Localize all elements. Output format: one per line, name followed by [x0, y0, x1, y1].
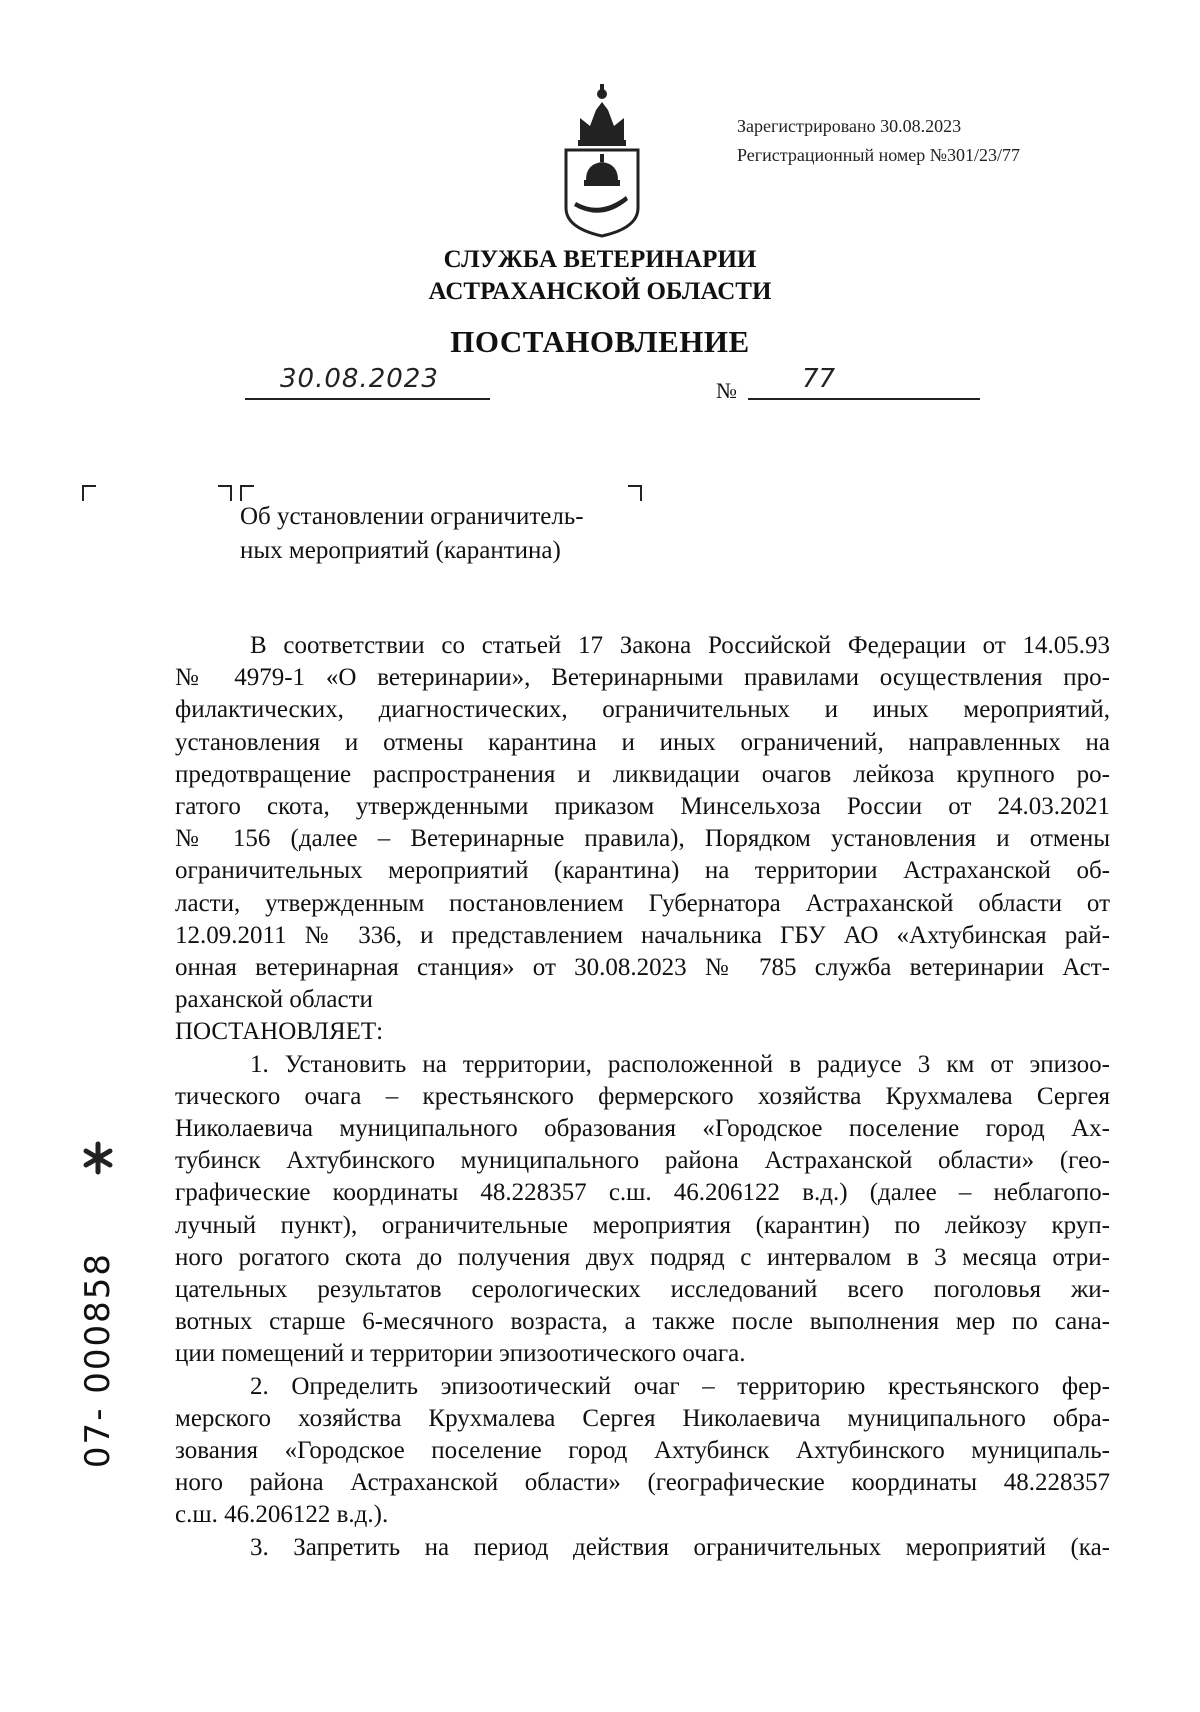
body-line: цательных результатов серологических исследований всего поголовья жи- — [175, 1276, 1110, 1304]
body-line: 2. Определить эпизоотический очаг – территорию крестьянского фер- — [250, 1372, 1110, 1400]
subject-line: ных мероприятий (карантина) — [240, 537, 561, 564]
body-line: предотвращение распространения и ликвидации очагов лейкоза крупного ро- — [175, 760, 1110, 788]
body-line: ции помещений и территории эпизоотического очага. — [175, 1340, 746, 1368]
body-line: установления и отмены карантина и иных ограничений, направленных на — [175, 728, 1110, 756]
document-number: 77 — [802, 364, 836, 394]
side-serial-number — [78, 1250, 118, 1470]
body-line: ного района Астраханской области» (географические координаты 48.228357 — [175, 1469, 1110, 1497]
body-line: 12.09.2011 № 336, и представлением начальника ГБУ АО «Ахтубинская рай- — [175, 921, 1110, 949]
body-line: с.ш. 46.206122 в.д.). — [175, 1501, 389, 1529]
item-2 — [175, 1371, 1110, 1532]
number-label: № — [716, 378, 737, 403]
body-line: гатого скота, утвержденными приказом Минсельхоза России от 24.03.2021 — [175, 793, 1110, 821]
body-line: № 4979-1 «О ветеринарии», Ветеринарными правилами осуществления про- — [175, 664, 1110, 692]
corner-mark-left — [82, 485, 96, 501]
side-serial-text: 07- 000858 — [78, 1251, 118, 1469]
asterisk-icon — [80, 1140, 116, 1176]
document-date: 30.08.2023 — [280, 364, 439, 394]
body-line: онная ветеринарная станция» от 30.08.2023 № 785 служба ветеринарии Аст- — [175, 954, 1110, 982]
document-subject — [240, 500, 640, 568]
corner-mark-mid-right — [218, 485, 232, 501]
body-line: 1. Установить на территории, расположенной в радиусе 3 км от эпизоо- — [250, 1050, 1110, 1078]
registration-date: Зарегистрировано 30.08.2023 — [737, 116, 962, 136]
body-line: филактических, диагностических, ограничительных и иных мероприятий, — [175, 696, 1110, 724]
item-1 — [175, 1049, 1110, 1371]
organization-line-2: АСТРАХАНСКОЙ ОБЛАСТИ — [428, 278, 772, 305]
body-line: Николаевича муниципального образования «Городское поселение город Ах- — [175, 1115, 1110, 1143]
preamble — [175, 630, 1110, 1016]
body-line: ласти, утвержденным постановлением Губернатора Астраханской области от — [175, 889, 1110, 917]
resolves-heading: ПОСТАНОВЛЯЕТ: — [175, 1018, 384, 1046]
body-line: раханской области — [175, 986, 373, 1014]
body-line: ограничительных мероприятий (карантина) на территории Астраханской об- — [175, 857, 1110, 885]
registration-stamp — [737, 112, 1020, 170]
body-line: 3. Запретить на период действия ограничительных мероприятий (ка- — [250, 1533, 1110, 1561]
body-line: зования «Городское поселение город Ахтубинск Ахтубинского муниципаль- — [175, 1437, 1110, 1465]
body-line: тического очага – крестьянского фермерского хозяйства Крухмалева Сергея — [175, 1082, 1110, 1110]
corner-mark-right — [628, 485, 642, 501]
body-line: мерского хозяйства Крухмалева Сергея Николаевича муниципального обра- — [175, 1404, 1110, 1432]
body-line: вотных старше 6-месячного возраста, а также после выполнения мер по сана- — [175, 1308, 1110, 1336]
number-underline — [748, 398, 980, 400]
organization-name — [0, 244, 1200, 308]
organization-line-1: СЛУЖБА ВЕТЕРИНАРИИ — [443, 246, 757, 273]
body-line: тубинск Ахтубинского муниципального района Астраханской области» (гео- — [175, 1147, 1110, 1175]
body-line: В соответствии со статьей 17 Закона Российской Федерации от 14.05.93 — [250, 632, 1110, 659]
body-line: лучный пункт), ограничительные мероприятия (карантин) по лейкозу круп- — [175, 1211, 1110, 1239]
registration-number: Регистрационный номер №301/23/77 — [737, 145, 1020, 165]
body-line: № 156 (далее – Ветеринарные правила), Порядком установления и отмены — [175, 825, 1110, 853]
date-underline — [245, 398, 490, 400]
coat-of-arms-emblem — [550, 80, 654, 240]
subject-line: Об установлении ограничитель- — [240, 503, 584, 530]
document-type-title: ПОСТАНОВЛЕНИЕ — [450, 324, 750, 359]
corner-mark-mid-left — [240, 485, 254, 501]
body-line: графические координаты 48.228357 с.ш. 46.206122 в.д.) (далее – неблагопо- — [175, 1179, 1110, 1207]
body-line: ного рогатого скота до получения двух подряд с интервалом в 3 месяца отри- — [175, 1243, 1110, 1271]
document-body — [175, 630, 1110, 1564]
item-3 — [175, 1532, 1110, 1564]
